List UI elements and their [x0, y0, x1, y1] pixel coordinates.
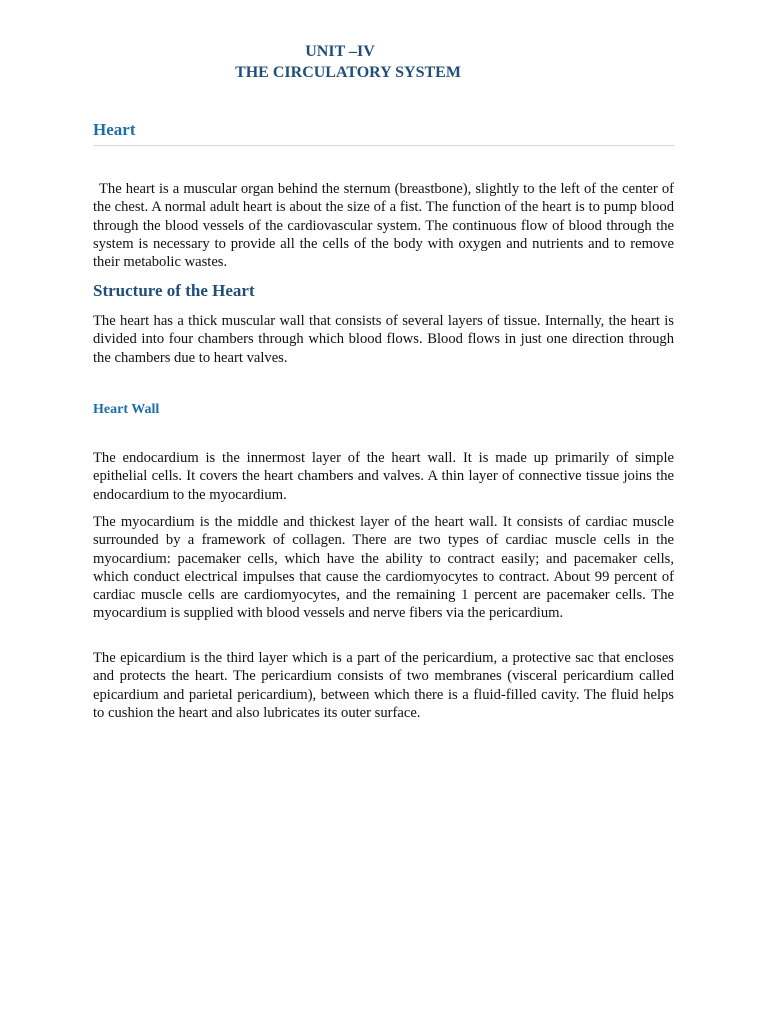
document-title: THE CIRCULATORY SYSTEM [235, 64, 461, 81]
paragraph-myocardium: The myocardium is the middle and thickest layer of the heart wall. It consists of cardiac muscle surrounded by a framework of collagen. There are two types of cardiac muscle cells in the myocardium: pacemaker cells, which have the ability to contract easily; and pacemaker cells, which conduct electrical impulses that cause the cardiomyocytes to contract. About 99 percent of cardiac muscle cells are cardiomyocytes, and the remaining 1 percent are pacemaker cells. The myocardium is supplied with blood vessels and nerve fibers via the pericardium. [93, 514, 674, 622]
paragraph-epicardium: The epicardium is the third layer which is a part of the pericardium, a protective sac that encloses and protects the heart. The pericardium consists of two membranes (visceral pericardium called epicardium and parietal pericardium), between which there is a fluid-filled cavity. The fluid helps to cushion the heart and also lubricates its outer surface. [93, 650, 674, 721]
paragraph-endocardium: The endocardium is the innermost layer of the heart wall. It is made up primarily of simple epithelial cells. It covers the heart chambers and valves. A thin layer of connective tissue joins the endocardium to the myocardium. [93, 450, 674, 503]
unit-label: UNIT –IV [305, 43, 375, 60]
heading-heart-wall: Heart Wall [93, 402, 160, 417]
heading-structure-of-heart: Structure of the Heart [93, 281, 255, 300]
paragraph-heart-intro: The heart is a muscular organ behind the sternum (breastbone), slightly to the left of the center of the chest. A normal adult heart is about the size of a fist. The function of the heart is to pump blood through the blood vessels of the cardiovascular system. The continuous flow of blood through the system is necessary to provide all the cells of the body with oxygen and nutrients and to remove their metabolic wastes. [93, 181, 674, 271]
paragraph-structure: The heart has a thick muscular wall that consists of several layers of tissue. Internally, the heart is divided into four chambers through which blood flows. Blood flows in just one direction through the chambers due to heart valves. [93, 313, 674, 366]
heading-divider [93, 145, 675, 146]
heading-heart: Heart [93, 120, 136, 139]
